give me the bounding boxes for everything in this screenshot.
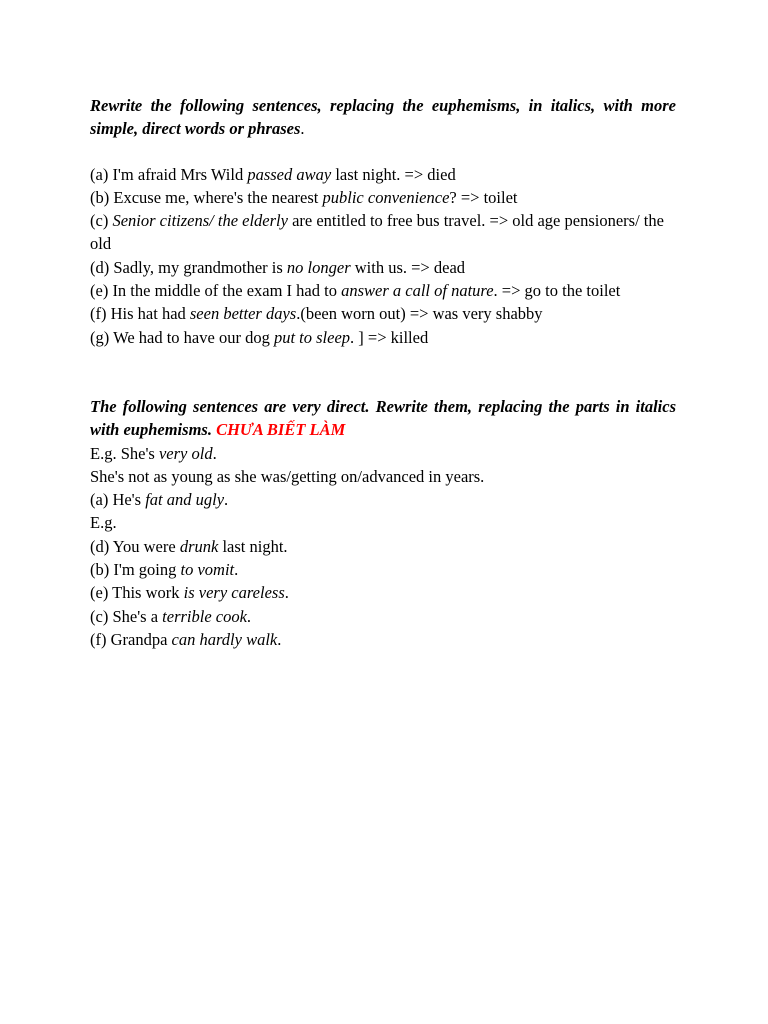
spacer <box>90 349 676 395</box>
euphemism: public convenience <box>322 187 450 207</box>
euphemism: put to sleep <box>273 327 351 347</box>
section2-item-c: (c) She's a terrible cook. <box>90 606 252 626</box>
section1-instruction-period: . <box>300 119 305 139</box>
section2-item-b: (b) I'm going to vomit. <box>90 560 239 580</box>
direct-phrase: to vomit <box>180 560 235 580</box>
section1-item-d: (d) Sadly, my grandmother is no longer with us. => dead <box>90 257 466 277</box>
euphemism: answer a call of nature <box>341 281 494 301</box>
section1-item-e: (e) In the middle of the exam I had to answer a call of nature. => go to the toilet <box>90 281 621 301</box>
direct-phrase: is very careless <box>183 583 285 603</box>
section2-item-d: (d) You were drunk last night. <box>90 536 288 556</box>
section2-instruction <box>90 395 676 442</box>
section1-item-f: (f) His hat had seen better days.(been worn out) => was very shabby <box>90 304 543 324</box>
direct-phrase: can hardly walk <box>171 629 278 649</box>
document-page <box>90 94 676 651</box>
direct-phrase: fat and ugly <box>145 490 225 510</box>
section2-instruction-text: The following sentences are very direct. Rewrite them, replacing the parts in italics with euphemisms. <box>90 396 676 440</box>
direct-phrase: very old <box>158 443 213 463</box>
section2-item-e: (e) This work is very careless. <box>90 583 289 603</box>
spacer <box>90 141 676 163</box>
section2-example-intro: E.g. She's very old. <box>90 443 217 463</box>
direct-phrase: terrible cook <box>162 606 247 626</box>
section1-item-c: (c) Senior citizens/ the elderly are entitled to free bus travel. => old age pensioners/ the old <box>90 211 664 254</box>
euphemism: seen better days <box>189 304 297 324</box>
euphemism: Senior citizens/ the elderly <box>112 211 288 231</box>
section2-item-a: (a) He's fat and ugly. <box>90 490 229 510</box>
section2-eg-label: E.g. <box>90 513 117 533</box>
section1-item-b: (b) Excuse me, where's the nearest public convenience? => toilet <box>90 187 518 207</box>
section2-example-answer: She's not as young as she was/getting on/advanced in years. <box>90 466 485 486</box>
section1-item-g: (g) We had to have our dog put to sleep. ] => killed <box>90 327 429 347</box>
section2-item-f: (f) Grandpa can hardly walk. <box>90 629 282 649</box>
euphemism: passed away <box>247 164 332 184</box>
section1-instruction-text: Rewrite the following sentences, replacing the euphemisms, in italics, with more simple, direct words or phrases <box>90 96 676 139</box>
direct-phrase: drunk <box>179 536 219 556</box>
euphemism: no longer <box>286 257 351 277</box>
red-note: CHƯA BIẾT LÀM <box>216 420 346 440</box>
section1-instruction <box>90 94 676 141</box>
section1-item-a: (a) I'm afraid Mrs Wild passed away last night. => died <box>90 164 456 184</box>
